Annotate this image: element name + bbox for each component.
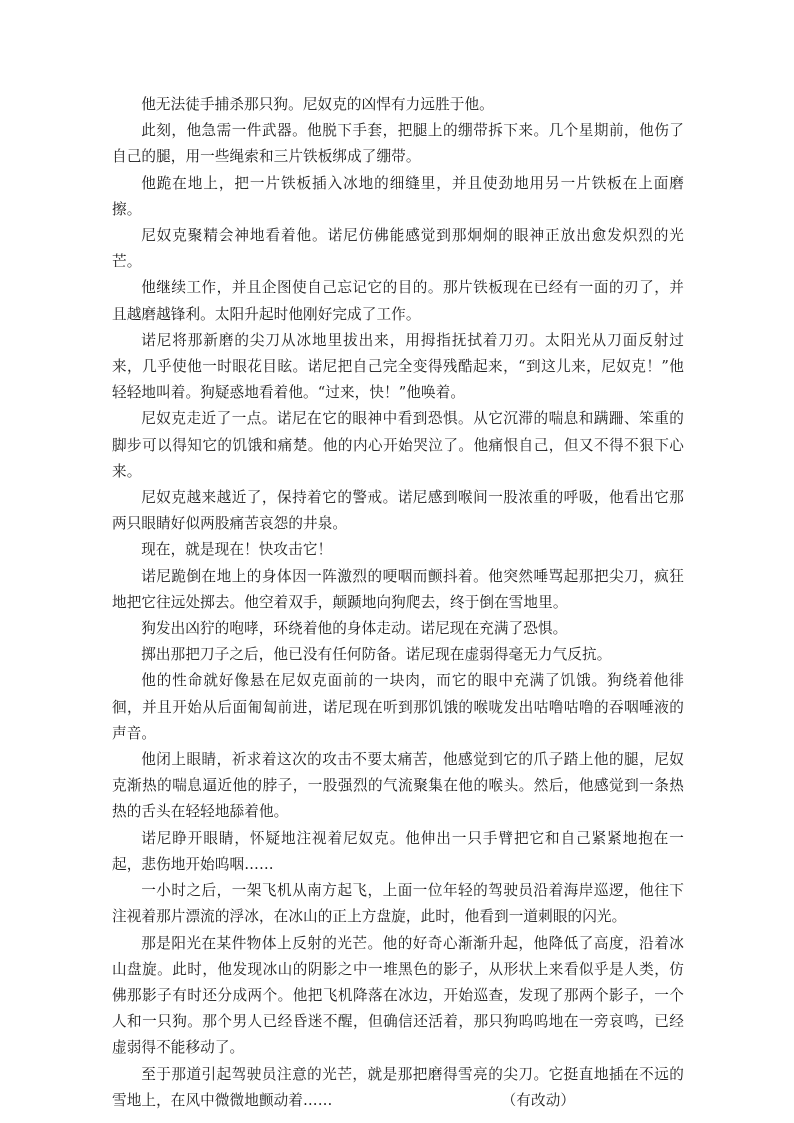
paragraph-9: 现在，就是现在！快攻击它！ [141, 541, 333, 559]
document-page [112, 92, 684, 1114]
paragraph-12: 掷出那把刀子之后，他已没有任何防备。诺尼现在虚弱得毫无力气反抗。 [141, 646, 612, 664]
paragraph-16: 一小时之后，一架飞机从南方起飞，上面一位年轻的驾驶员沿着海岸巡逻，他往下注视着那片漂流的浮冰，在冰山的正上方盘旋，此时，他看到一道刺眼的闪光。 [112, 882, 684, 926]
paragraph-6: 诺尼将那新磨的尖刀从冰地里拔出来，用拇指抚拭着刀刃。太阳光从刀面反射过来，几乎使他一时眼花目眩。诺尼把自己完全变得残酷起来，“到这儿来，尼奴克！”他轻轻地叫着。狗疑惑地看着他。“过来，快！”他唤着。 [112, 331, 684, 402]
paragraph-1: 他无法徒手捕杀那只狗。尼奴克的凶悍有力远胜于他。 [141, 96, 494, 113]
paragraph-7: 尼奴克走近了一点。诺尼在它的眼神中看到恐惧。从它沉滞的喘息和蹒跚、笨重的脚步可以得知它的饥饿和痛楚。他的内心开始哭泣了。他痛恨自己，但又不得不狠下心来。 [112, 410, 684, 480]
paragraph-2: 此刻，他急需一件武器。他脱下手套，把腿上的绷带拆下来。几个星期前，他伤了自己的腿，用一些绳索和三片铁板绑成了绷带。 [112, 122, 684, 166]
paragraph-8: 尼奴克越来越近了，保持着它的警戒。诺尼感到喉间一股浓重的呼吸，他看出它那两只眼睛好似两股痛苦哀怨的井泉。 [112, 489, 684, 533]
paragraph-11: 狗发出凶狞的咆哮，环绕着他的身体走动。诺尼现在充满了恐惧。 [141, 620, 568, 638]
paragraph-10: 诺尼跪倒在地上的身体因一阵激烈的哽咽而颤抖着。他突然唾骂起那把尖刀，疯狂地把它往远处掷去。他空着双手，颠踬地向狗爬去，终于倒在雪地里。 [112, 567, 684, 611]
paragraph-3: 他跪在地上，把一片铁板插入冰地的细缝里，并且使劲地用另一片铁板在上面磨擦。 [112, 174, 684, 218]
source-note: （有改动） [501, 1091, 576, 1109]
paragraph-15: 诺尼睁开眼睛，怀疑地注视着尼奴克。他伸出一只手臂把它和自己紧紧地抱在一起，悲伤地开始呜咽…… [112, 829, 684, 873]
paragraph-14: 他闭上眼睛，祈求着这次的攻击不要太痛苦，他感觉到它的爪子踏上他的腿，尼奴克渐热的喘息逼近他的脖子，一股强烈的气流聚集在他的喉头。然后，他感觉到一条热热的舌头在轻轻地舔着他。 [112, 751, 684, 821]
paragraph-17: 那是阳光在某件物体上反射的光芒。他的好奇心渐渐升起，他降低了高度，沿着冰山盘旋。此时，他发现冰山的阴影之中一堆黑色的影子，从形状上来看似乎是人类，仿佛那影子有时还分成两个。他把飞机降落在冰边，开始巡查，发现了那两个影子，一个人和一只狗。那个男人已经昏迷不醒，但确信还活着，那只狗呜呜地在一旁哀鸣，已经虚弱得不能移动了。 [112, 934, 684, 1057]
paragraph-5: 他继续工作，并且企图使自己忘记它的目的。那片铁板现在已经有一面的刃了，并且越磨越锋利。太阳升起时他刚好完成了工作。 [112, 279, 684, 323]
paragraph-4: 尼奴克聚精会神地看着他。诺尼仿佛能感觉到那炯炯的眼神正放出愈发炽烈的光芒。 [112, 227, 684, 271]
last-paragraph-text: 至于那道引起驾驶员注意的光芒，就是那把磨得雪亮的尖刀。它挺直地插在不远的雪地上，在风中微微地颤动着…… [112, 1065, 684, 1109]
paragraph-18 [112, 1062, 684, 1114]
paragraph-13: 他的性命就好像悬在尼奴克面前的一块肉，而它的眼中充满了饥饿。狗绕着他徘徊，并且开始从后面匍匐前进，诺尼现在听到那饥饿的喉咙发出咕噜咕噜的吞咽唾液的声音。 [112, 672, 684, 742]
